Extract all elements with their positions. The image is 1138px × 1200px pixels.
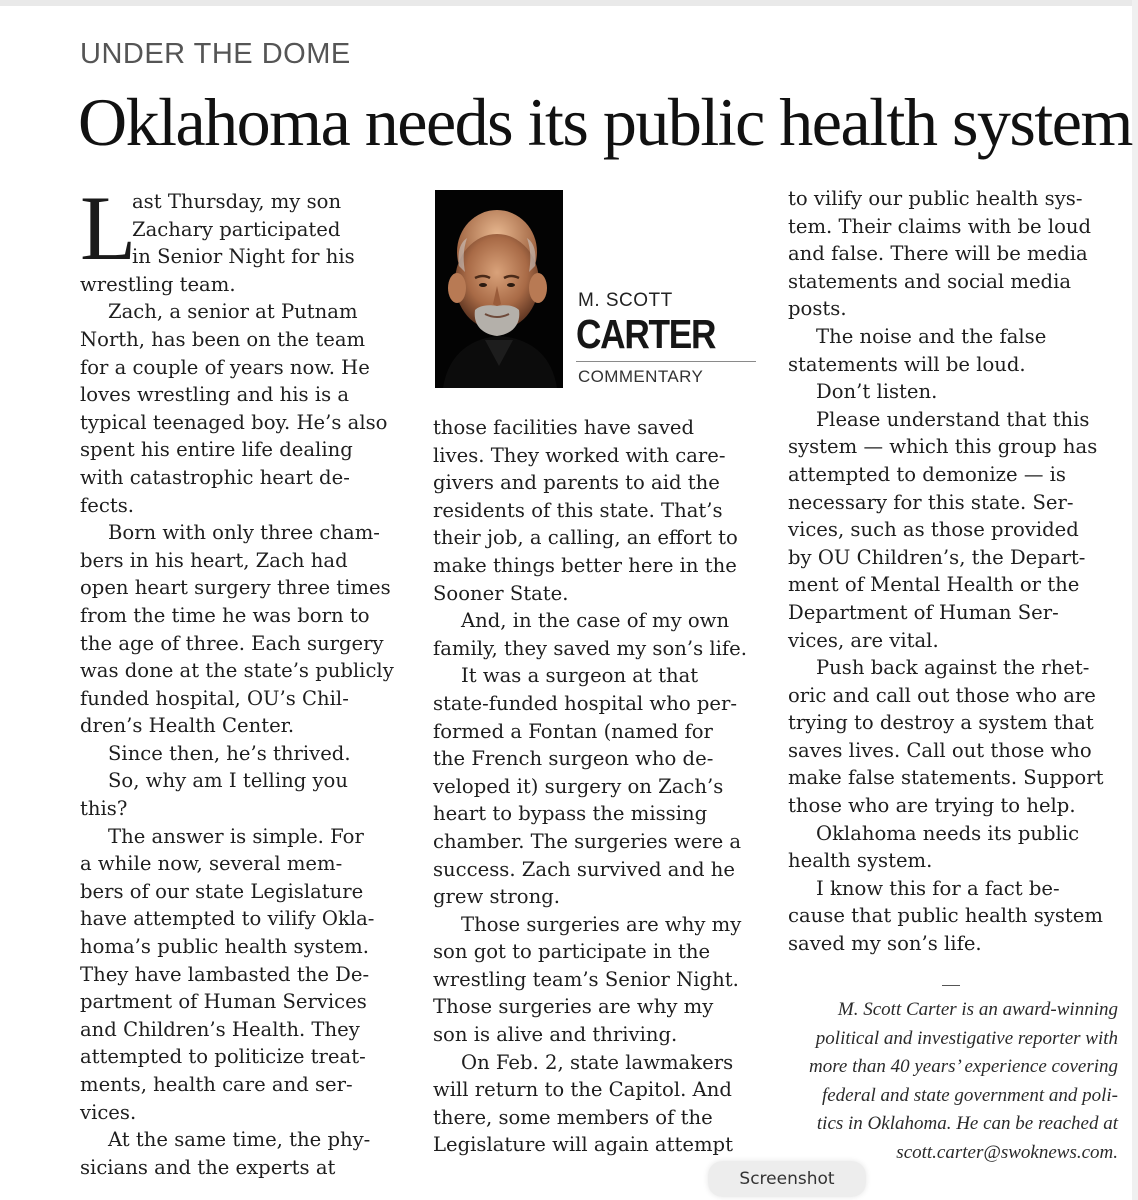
column-3-line: attempted to demonize — is bbox=[788, 462, 1066, 486]
column-1-line: spent his entire life dealing bbox=[80, 438, 353, 462]
column-1-line: partment of Human Services bbox=[80, 990, 367, 1014]
column-1-line: They have lambasted the De- bbox=[80, 962, 370, 986]
column-1-line: have attempted to vilify Okla- bbox=[80, 907, 375, 931]
tagline-separator bbox=[942, 985, 960, 986]
column-2-line: formed a Fontan (named for bbox=[433, 719, 713, 743]
column-2-line: Those surgeries are why my bbox=[433, 995, 714, 1019]
column-1-line: loves wrestling and his is a bbox=[80, 383, 350, 407]
column-1-line: wrestling team. bbox=[80, 272, 236, 296]
column-2-line: And, in the case of my own bbox=[461, 609, 730, 633]
column-1-line: Born with only three cham- bbox=[108, 521, 380, 545]
column-2-line: heart to bypass the missing bbox=[433, 802, 708, 826]
column-2-line: success. Zach survived and he bbox=[433, 857, 736, 881]
column-1-line: with catastrophic heart de- bbox=[80, 465, 350, 489]
column-1-line: in Senior Night for his bbox=[132, 245, 355, 269]
column-1-line: open heart surgery three times bbox=[80, 576, 391, 600]
column-1-line: attempted to politicize treat- bbox=[80, 1045, 366, 1069]
column-3-line: necessary for this state. Ser- bbox=[788, 490, 1074, 514]
column-2-line: will return to the Capitol. And bbox=[433, 1078, 732, 1102]
column-1-line: funded hospital, OU’s Chil- bbox=[80, 686, 349, 710]
column-1-line: for a couple of years now. He bbox=[80, 355, 370, 379]
article-column-3 bbox=[788, 185, 1118, 958]
tagline-line: more than 40 years’ experience covering bbox=[809, 1056, 1118, 1077]
window-top-edge bbox=[0, 0, 1138, 6]
column-3-line: system — which this group has bbox=[788, 435, 1098, 459]
column-2-line: there, some members of the bbox=[433, 1105, 713, 1129]
byline-divider bbox=[576, 361, 756, 362]
column-1-line: dren’s Health Center. bbox=[80, 714, 295, 738]
column-1-line: So, why am I telling you bbox=[108, 769, 348, 793]
column-1-line: from the time he was born to bbox=[80, 603, 370, 627]
column-2-line: grew strong. bbox=[433, 885, 560, 909]
column-3-line: and false. There will be media bbox=[788, 242, 1088, 266]
column-3-line: Department of Human Ser- bbox=[788, 600, 1059, 624]
column-2-line: the French surgeon who de- bbox=[433, 747, 714, 771]
dropcap-letter: L bbox=[80, 177, 137, 279]
column-3-line: by OU Children’s, the Depart- bbox=[788, 545, 1086, 569]
column-3-line: Push back against the rhet- bbox=[816, 656, 1090, 680]
column-3-line: saved my son’s life. bbox=[788, 932, 982, 956]
column-2-line: wrestling team’s Senior Night. bbox=[433, 967, 739, 991]
dropcap-block bbox=[80, 177, 400, 279]
column-2-line: chamber. The surgeries were a bbox=[433, 829, 742, 853]
column-3-line: Oklahoma needs its public bbox=[816, 821, 1080, 845]
column-1-line: was done at the state’s publicly bbox=[80, 659, 394, 683]
column-2-line: On Feb. 2, state lawmakers bbox=[461, 1050, 734, 1074]
column-2-line: son is alive and thriving. bbox=[433, 1023, 678, 1047]
column-3-line: oric and call out those who are bbox=[788, 683, 1096, 707]
column-1-line: the age of three. Each surgery bbox=[80, 631, 384, 655]
byline-first-name: M. SCOTT bbox=[578, 290, 673, 311]
column-1-line: Zach, a senior at Putnam bbox=[108, 300, 358, 324]
tagline-line: M. Scott Carter is an award-winning bbox=[837, 999, 1118, 1020]
column-2-line: those facilities have saved bbox=[433, 416, 695, 439]
column-3-line: ment of Mental Health or the bbox=[788, 573, 1080, 597]
column-1-line: and Children’s Health. They bbox=[80, 1017, 360, 1041]
column-1-line: The answer is simple. For bbox=[108, 824, 364, 848]
column-2-line: Legislature will again attempt bbox=[433, 1133, 733, 1157]
column-2-line: lives. They worked with care- bbox=[433, 443, 726, 467]
column-3-line: I know this for a fact be- bbox=[816, 876, 1060, 900]
column-3-line: saves lives. Call out those who bbox=[788, 738, 1092, 762]
tagline-line: political and investigative reporter with bbox=[815, 1027, 1118, 1049]
author-photo bbox=[435, 190, 563, 388]
column-2-line: Sooner State. bbox=[433, 581, 569, 605]
column-1-line: Since then, he’s thrived. bbox=[108, 741, 351, 765]
column-1-line: fects. bbox=[80, 493, 134, 517]
column-2-line: givers and parents to aid the bbox=[433, 471, 720, 495]
column-2-line: veloped it) surgery on Zach’s bbox=[433, 774, 724, 798]
column-2-line: their job, a calling, an effort to bbox=[433, 526, 738, 550]
column-1-line: ast Thursday, my son bbox=[132, 190, 342, 213]
tagline-line: tics in Oklahoma. He can be reached at bbox=[816, 1113, 1118, 1134]
column-1-line: Zachary participated bbox=[132, 217, 341, 241]
column-1-line: this? bbox=[80, 797, 128, 821]
column-1-line: a while now, several mem- bbox=[80, 852, 343, 876]
column-3-line: cause that public health system bbox=[788, 904, 1103, 928]
column-3-line: statements and social media bbox=[788, 269, 1072, 293]
article-column-1 bbox=[80, 177, 400, 1181]
column-1-line: homa’s public health system. bbox=[80, 935, 369, 959]
column-3-line: The noise and the false bbox=[816, 324, 1047, 348]
column-1-line: typical teenaged boy. He’s also bbox=[80, 410, 388, 434]
author-tagline bbox=[774, 996, 1118, 1167]
column-3-line: make false statements. Support bbox=[788, 766, 1104, 790]
column-2-line: Those surgeries are why my bbox=[461, 912, 742, 936]
column-3-line: statements will be loud. bbox=[788, 352, 1026, 376]
column-1-line: sicians and the experts at bbox=[80, 1155, 336, 1179]
tagline-line: federal and state government and poli- bbox=[821, 1084, 1118, 1106]
column-1-line: At the same time, the phy- bbox=[108, 1128, 371, 1152]
column-1-line: North, has been on the team bbox=[80, 327, 366, 351]
tagline-line: scott.carter@swoknews.com. bbox=[896, 1141, 1118, 1163]
column-3-line: posts. bbox=[788, 297, 847, 321]
window-right-edge bbox=[1132, 0, 1138, 1200]
column-2-line: It was a surgeon at that bbox=[461, 664, 699, 688]
column-3-line: tem. Their claims with be loud bbox=[788, 214, 1092, 238]
column-3-line: those who are trying to help. bbox=[788, 794, 1076, 818]
column-3-line: Don’t listen. bbox=[816, 380, 938, 404]
column-3-line: vices, such as those provided bbox=[788, 518, 1079, 542]
column-2-line: son got to participate in the bbox=[433, 940, 711, 964]
column-1-line: vices. bbox=[80, 1100, 137, 1124]
column-3-line: health system. bbox=[788, 849, 933, 873]
column-2-line: residents of this state. That’s bbox=[433, 498, 723, 522]
column-1-line: bers of our state Legislature bbox=[80, 879, 364, 903]
column-3-line: vices, are vital. bbox=[788, 628, 939, 652]
screenshot-overlay-button[interactable]: Screenshot bbox=[708, 1161, 866, 1197]
column-3-line: to vilify our public health sys- bbox=[788, 187, 1083, 210]
byline-section-label: COMMENTARY bbox=[578, 367, 704, 386]
article-column-2 bbox=[433, 414, 763, 1159]
column-1-line: ments, health care and ser- bbox=[80, 1073, 353, 1096]
column-2-line: make things better here in the bbox=[433, 553, 737, 577]
column-3-line: trying to destroy a system that bbox=[788, 711, 1094, 735]
column-3-line: Please understand that this bbox=[816, 407, 1090, 431]
headline: Oklahoma needs its public health system bbox=[78, 84, 1132, 160]
section-kicker: UNDER THE DOME bbox=[80, 38, 351, 70]
column-2-line: family, they saved my son’s life. bbox=[433, 636, 747, 660]
column-1-line: bers in his heart, Zach had bbox=[80, 548, 348, 572]
byline-last-name: CARTER bbox=[576, 311, 716, 357]
column-2-line: state-funded hospital who per- bbox=[433, 691, 737, 715]
